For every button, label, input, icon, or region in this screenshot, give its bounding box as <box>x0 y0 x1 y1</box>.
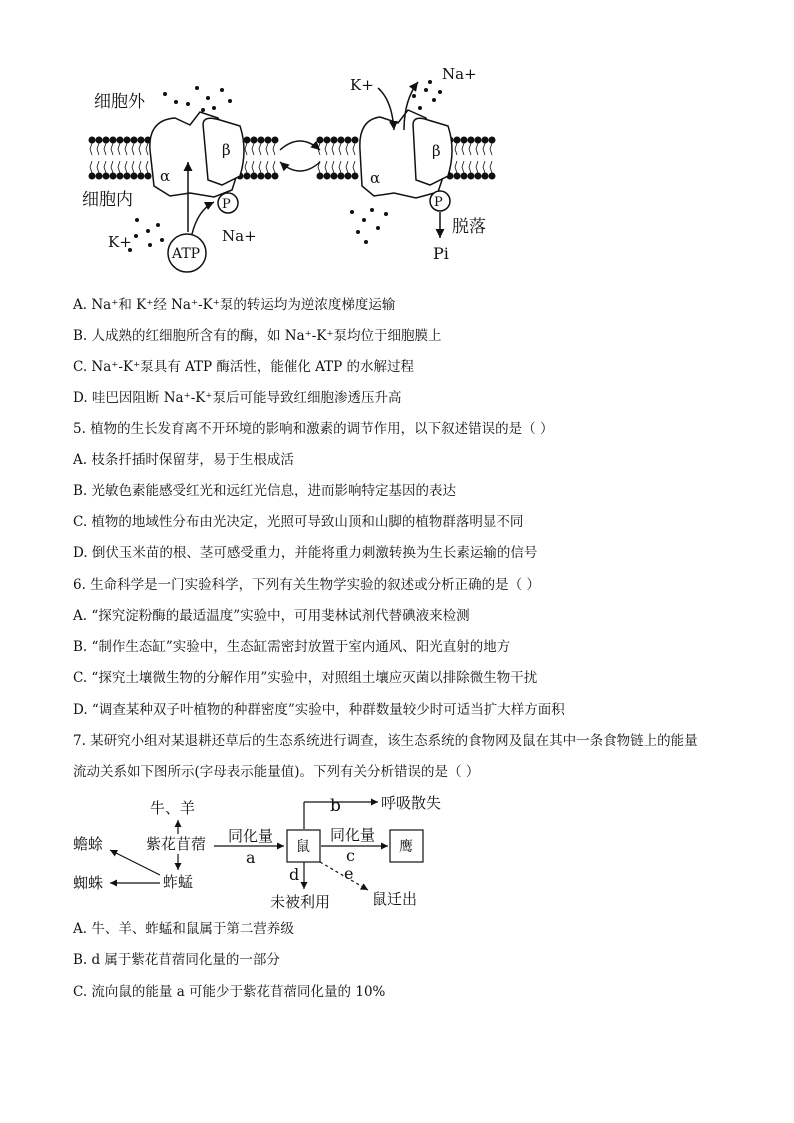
lipid-head <box>324 137 330 143</box>
lipid-tail <box>139 161 141 173</box>
sodium-potassium-pump-figure <box>0 0 794 280</box>
lipid-head <box>272 173 278 179</box>
lipid-tail <box>353 143 355 155</box>
lipid-tail <box>476 161 478 173</box>
lipid-tail <box>455 143 457 155</box>
k-ion-label-right: K+ <box>350 76 374 94</box>
lipid-head <box>468 173 474 179</box>
q5-stem: 5. 植物的生长发育离不开环境的影响和激素的调节作用，以下叙述错误的是（ ） <box>73 421 554 437</box>
lipid-head <box>145 173 151 179</box>
lipid-head <box>317 137 323 143</box>
q6-option-b: B. “制作生态缸”实验中，生态缸需密封放置于室内通风、阳光直射的地方 <box>73 639 511 655</box>
q6-stem: 6. 生命科学是一门实验科学，下列有关生物学实验的叙述或分析正确的是（ ） <box>73 577 540 593</box>
lipid-head <box>258 173 264 179</box>
lipid-tail <box>259 161 261 173</box>
lipid-head <box>482 137 488 143</box>
q7-option-b: B. d 属于紫花苜蓿同化量的一部分 <box>73 952 280 968</box>
lipid-tail <box>483 143 485 155</box>
lipid-tail <box>332 143 334 155</box>
lipid-tail <box>455 161 457 173</box>
lipid-tail <box>483 161 485 173</box>
lipid-head <box>138 173 144 179</box>
lipid-tail <box>325 161 327 173</box>
lipid-head <box>489 173 495 179</box>
beta-label-right: β <box>432 142 441 160</box>
lipid-head <box>265 173 271 179</box>
q7-stem-line2: 流动关系如下图所示(字母表示能量值)。下列有关分析错误的是（ ） <box>73 764 480 780</box>
lipid-head <box>117 173 123 179</box>
energy-e-label: e <box>344 864 354 883</box>
lipid-head <box>345 173 351 179</box>
q5-option-d: D. 倒伏玉米苗的根、茎可感受重力，并能将重力刺激转换为生长素运输的信号 <box>73 545 538 561</box>
lipid-head <box>482 173 488 179</box>
respiration-label: 呼吸散失 <box>381 794 442 812</box>
lipid-head <box>138 137 144 143</box>
lipid-head <box>461 137 467 143</box>
lipid-head <box>317 173 323 179</box>
lipid-tail <box>125 143 127 155</box>
lipid-tail <box>259 143 261 155</box>
lipid-head <box>244 173 250 179</box>
energy-c-label: c <box>346 846 355 865</box>
lipid-tail <box>252 161 254 173</box>
lipid-tail <box>132 143 134 155</box>
inside-cell-label: 细胞内 <box>82 190 133 210</box>
lipid-head <box>272 137 278 143</box>
lipid-head <box>338 173 344 179</box>
lipid-head <box>352 173 358 179</box>
q7-stem-line1: 7. 某研究小组对某退耕还草后的生态系统进行调查，该生态系统的食物网及鼠在其中一条食物链上的能量 <box>73 733 698 749</box>
q5-option-a: A. 枝条扦插时保留芽，易于生根成活 <box>73 452 294 468</box>
lipid-head <box>461 173 467 179</box>
energy-a-label: a <box>246 848 256 867</box>
outside-cell-label: 细胞外 <box>94 92 145 112</box>
q4-option-c: C. Na⁺-K⁺泵具有 ATP 酶活性，能催化 ATP 的水解过程 <box>73 359 415 375</box>
lipid-tail <box>146 161 148 173</box>
q4-option-d: D. 哇巴因阻断 Na⁺-K⁺泵后可能导致红细胞渗透压升高 <box>73 390 402 406</box>
lipid-head <box>352 137 358 143</box>
lipid-head <box>244 137 250 143</box>
lipid-tail <box>476 143 478 155</box>
lipid-tail <box>490 161 492 173</box>
q4-option-a: A. Na⁺和 K⁺经 Na⁺-K⁺泵的转运均为逆浓度梯度运输 <box>73 297 396 313</box>
unused-label: 未被利用 <box>270 893 331 911</box>
q6-option-d: D. “调查某种双子叶植物的种群密度”实验中，种群数量较少时可适当扩大样方面积 <box>73 702 565 718</box>
lipid-tail <box>266 143 268 155</box>
lipid-tail <box>90 161 92 173</box>
lipid-tail <box>346 143 348 155</box>
emigrate-label: 鼠迁出 <box>372 890 418 908</box>
lipid-head <box>124 137 130 143</box>
lipid-head <box>331 173 337 179</box>
lipid-head <box>89 173 95 179</box>
lipid-head <box>131 173 137 179</box>
lipid-tail <box>273 143 275 155</box>
lipid-head <box>117 137 123 143</box>
energy-b-label: b <box>330 796 341 816</box>
lipid-tail <box>245 161 247 173</box>
lipid-head <box>475 137 481 143</box>
alfalfa-label: 紫花苜蓿 <box>146 835 207 853</box>
lipid-tail <box>111 143 113 155</box>
lipid-head <box>265 137 271 143</box>
q4-option-b: B. 人成熟的红细胞所含有的酶，如 Na⁺-K⁺泵均位于细胞膜上 <box>73 328 442 344</box>
lipid-head <box>258 137 264 143</box>
lipid-head <box>96 137 102 143</box>
lipid-head <box>331 137 337 143</box>
q6-option-c: C. “探究土壤微生物的分解作用”实验中，对照组土壤应灭菌以排除微生物干扰 <box>73 670 538 686</box>
lipid-tail <box>339 161 341 173</box>
lipid-tail <box>273 161 275 173</box>
lipid-tail <box>490 143 492 155</box>
lipid-head <box>131 137 137 143</box>
lipid-head <box>338 137 344 143</box>
q5-option-b: B. 光敏色素能感受红光和远红光信息，进而影响特定基因的表达 <box>73 483 457 499</box>
lipid-tail <box>118 161 120 173</box>
lipid-head <box>251 173 257 179</box>
transition-arrow-top <box>280 141 320 150</box>
phosphate-label-right: P <box>434 195 443 210</box>
grasshopper-label: 蚱蜢 <box>163 873 194 891</box>
atp-label: ATP <box>172 246 201 262</box>
alpha-label-right: α <box>370 169 381 187</box>
lipid-tail <box>346 161 348 173</box>
spider-label: 蜘蛛 <box>73 874 104 892</box>
q6-option-a: A. “探究淀粉酶的最适温度”实验中，可用斐林试剂代替碘液来检测 <box>73 608 470 624</box>
food-web-figure <box>0 790 794 920</box>
lipid-tail <box>90 143 92 155</box>
transition-arrow-bottom <box>280 162 320 171</box>
pi-label: Pi <box>433 244 449 263</box>
lipid-head <box>468 137 474 143</box>
lipid-head <box>96 173 102 179</box>
lipid-tail <box>325 143 327 155</box>
lipid-tail <box>146 143 148 155</box>
lipid-tail <box>97 143 99 155</box>
na-ion-label-left: Na+ <box>222 227 257 245</box>
na-ion-label-right: Na+ <box>442 65 477 83</box>
phosphate-label-left: P <box>222 197 231 212</box>
lipid-tail <box>245 143 247 155</box>
lipid-head <box>475 173 481 179</box>
lipid-tail <box>339 143 341 155</box>
lipid-tail <box>462 143 464 155</box>
lipid-head <box>89 137 95 143</box>
lipid-tail <box>97 161 99 173</box>
toad-label: 蟾蜍 <box>73 835 104 853</box>
lipid-head <box>345 137 351 143</box>
lipid-tail <box>125 161 127 173</box>
lipid-tail <box>252 143 254 155</box>
lipid-head <box>454 137 460 143</box>
lipid-head <box>251 137 257 143</box>
lipid-head <box>103 137 109 143</box>
q5-option-c: C. 植物的地域性分布由光决定，光照可导致山顶和山脚的植物群落明显不同 <box>73 514 524 530</box>
lipid-head <box>110 173 116 179</box>
hawk-label: 鹰 <box>399 839 413 855</box>
q7-option-c: C. 流向鼠的能量 a 可能少于紫花苜蓿同化量的 10% <box>73 984 386 1000</box>
lipid-head <box>103 173 109 179</box>
alpha-label-left: α <box>160 167 171 185</box>
lipid-tail <box>469 143 471 155</box>
detach-label: 脱落 <box>452 217 486 237</box>
lipid-tail <box>111 161 113 173</box>
lipid-head <box>110 137 116 143</box>
beta-label-left: β <box>222 141 231 159</box>
lipid-head <box>324 173 330 179</box>
lipid-head <box>454 173 460 179</box>
cattle-sheep-label: 牛、羊 <box>150 799 196 817</box>
q7-option-a: A. 牛、羊、蚱蜢和鼠属于第二营养级 <box>73 921 294 937</box>
lipid-tail <box>462 161 464 173</box>
lipid-tail <box>104 143 106 155</box>
lipid-tail <box>469 161 471 173</box>
grasshopper-to-toad-arrow <box>110 850 160 875</box>
assimilation-label-1: 同化量 <box>228 827 274 845</box>
atp-to-p-arrow <box>192 202 214 234</box>
ion-dots-outside-left <box>163 86 232 112</box>
mouse-label: 鼠 <box>296 839 310 855</box>
lipid-tail <box>104 161 106 173</box>
energy-d-label: d <box>289 865 300 884</box>
lipid-tail <box>332 161 334 173</box>
lipid-head <box>124 173 130 179</box>
ion-dots-inside-left <box>128 218 164 252</box>
k-ion-label-left: K+ <box>108 233 132 251</box>
lipid-tail <box>132 161 134 173</box>
lipid-tail <box>139 143 141 155</box>
lipid-tail <box>118 143 120 155</box>
lipid-head <box>489 137 495 143</box>
lipid-tail <box>353 161 355 173</box>
ion-dots-inside-right <box>350 208 388 244</box>
lipid-tail <box>266 161 268 173</box>
assimilation-label-2: 同化量 <box>330 826 376 844</box>
